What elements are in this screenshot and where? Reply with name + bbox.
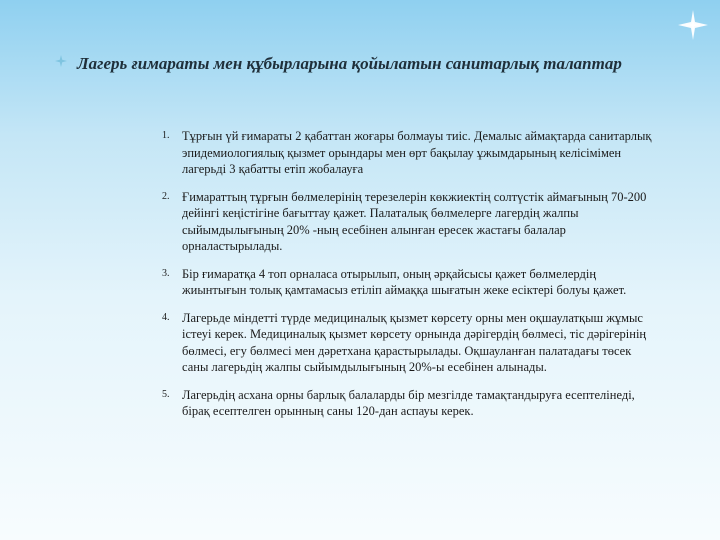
- star-logo-icon: [678, 10, 708, 40]
- list-item: [162, 266, 652, 299]
- requirements-list: [162, 128, 652, 431]
- list-item-text: Бір ғимаратқа 4 топ орналаса отырылып, оның әрқайсысы қажет бөлмелердің жиынтығын толық қамтамасыз етіліп аймаққа шығатын жеке есіктері болуы қажет.: [182, 266, 627, 297]
- list-item-number: 3.: [162, 267, 170, 279]
- list-item-number: 4.: [162, 311, 170, 323]
- page-title: Лагерь ғимараты мен құбырларына қойылатын санитарлық талаптар: [77, 54, 622, 73]
- slide-title: [55, 52, 665, 75]
- list-item: [162, 128, 652, 178]
- list-item: [162, 310, 652, 376]
- list-item: [162, 387, 652, 420]
- list-item-text: Лагерьде міндетті түрде медициналық қызмет көрсету орны мен оқшаулатқыш жұмыс істеуі керек. Медициналық қызмет көрсету орнында дәрігердің бөлмесі, тіс дәрігерінің бөлмесі, егу бөлмесі мен дәретхана қарастырылады. Оқшауланған палатадағы төсек саны лагерьдің жалпы сыйымдылығының 20%-ы есебінен алынады.: [182, 310, 647, 374]
- star-bullet-icon: [55, 55, 67, 67]
- list-item-number: 5.: [162, 388, 170, 400]
- list-item-text: Тұрғын үй ғимараты 2 қабаттан жоғары болмауы тиіс. Демалыс аймақтарда санитарлық эпидемиологиялық қызмет орындары мен өрт бақылау ұжымдарының келісімімен лагерьді 3 қабатты етіп жобалауға: [182, 129, 652, 176]
- list-item-text: Ғимараттың тұрғын бөлмелерінің терезелерін көкжиектің солтүстік аймағының 70-200 дейінгі кеңістігіне бағыттау қажет. Палаталық бөлмелерге лагердің жалпы сыйымдылығының 20% -ның есебінен алынған ересек жастағы балалар орналастырылады.: [182, 189, 647, 253]
- list-item-number: 1.: [162, 130, 170, 141]
- list-item-number: 2.: [162, 190, 170, 202]
- list-item-text: Лагерьдің асхана орны барлық балаларды бір мезгілде тамақтандыруға есептелінеді, бірақ есептелген орынның саны 120-дан аспауы керек.: [182, 387, 635, 418]
- list-item: [162, 189, 652, 255]
